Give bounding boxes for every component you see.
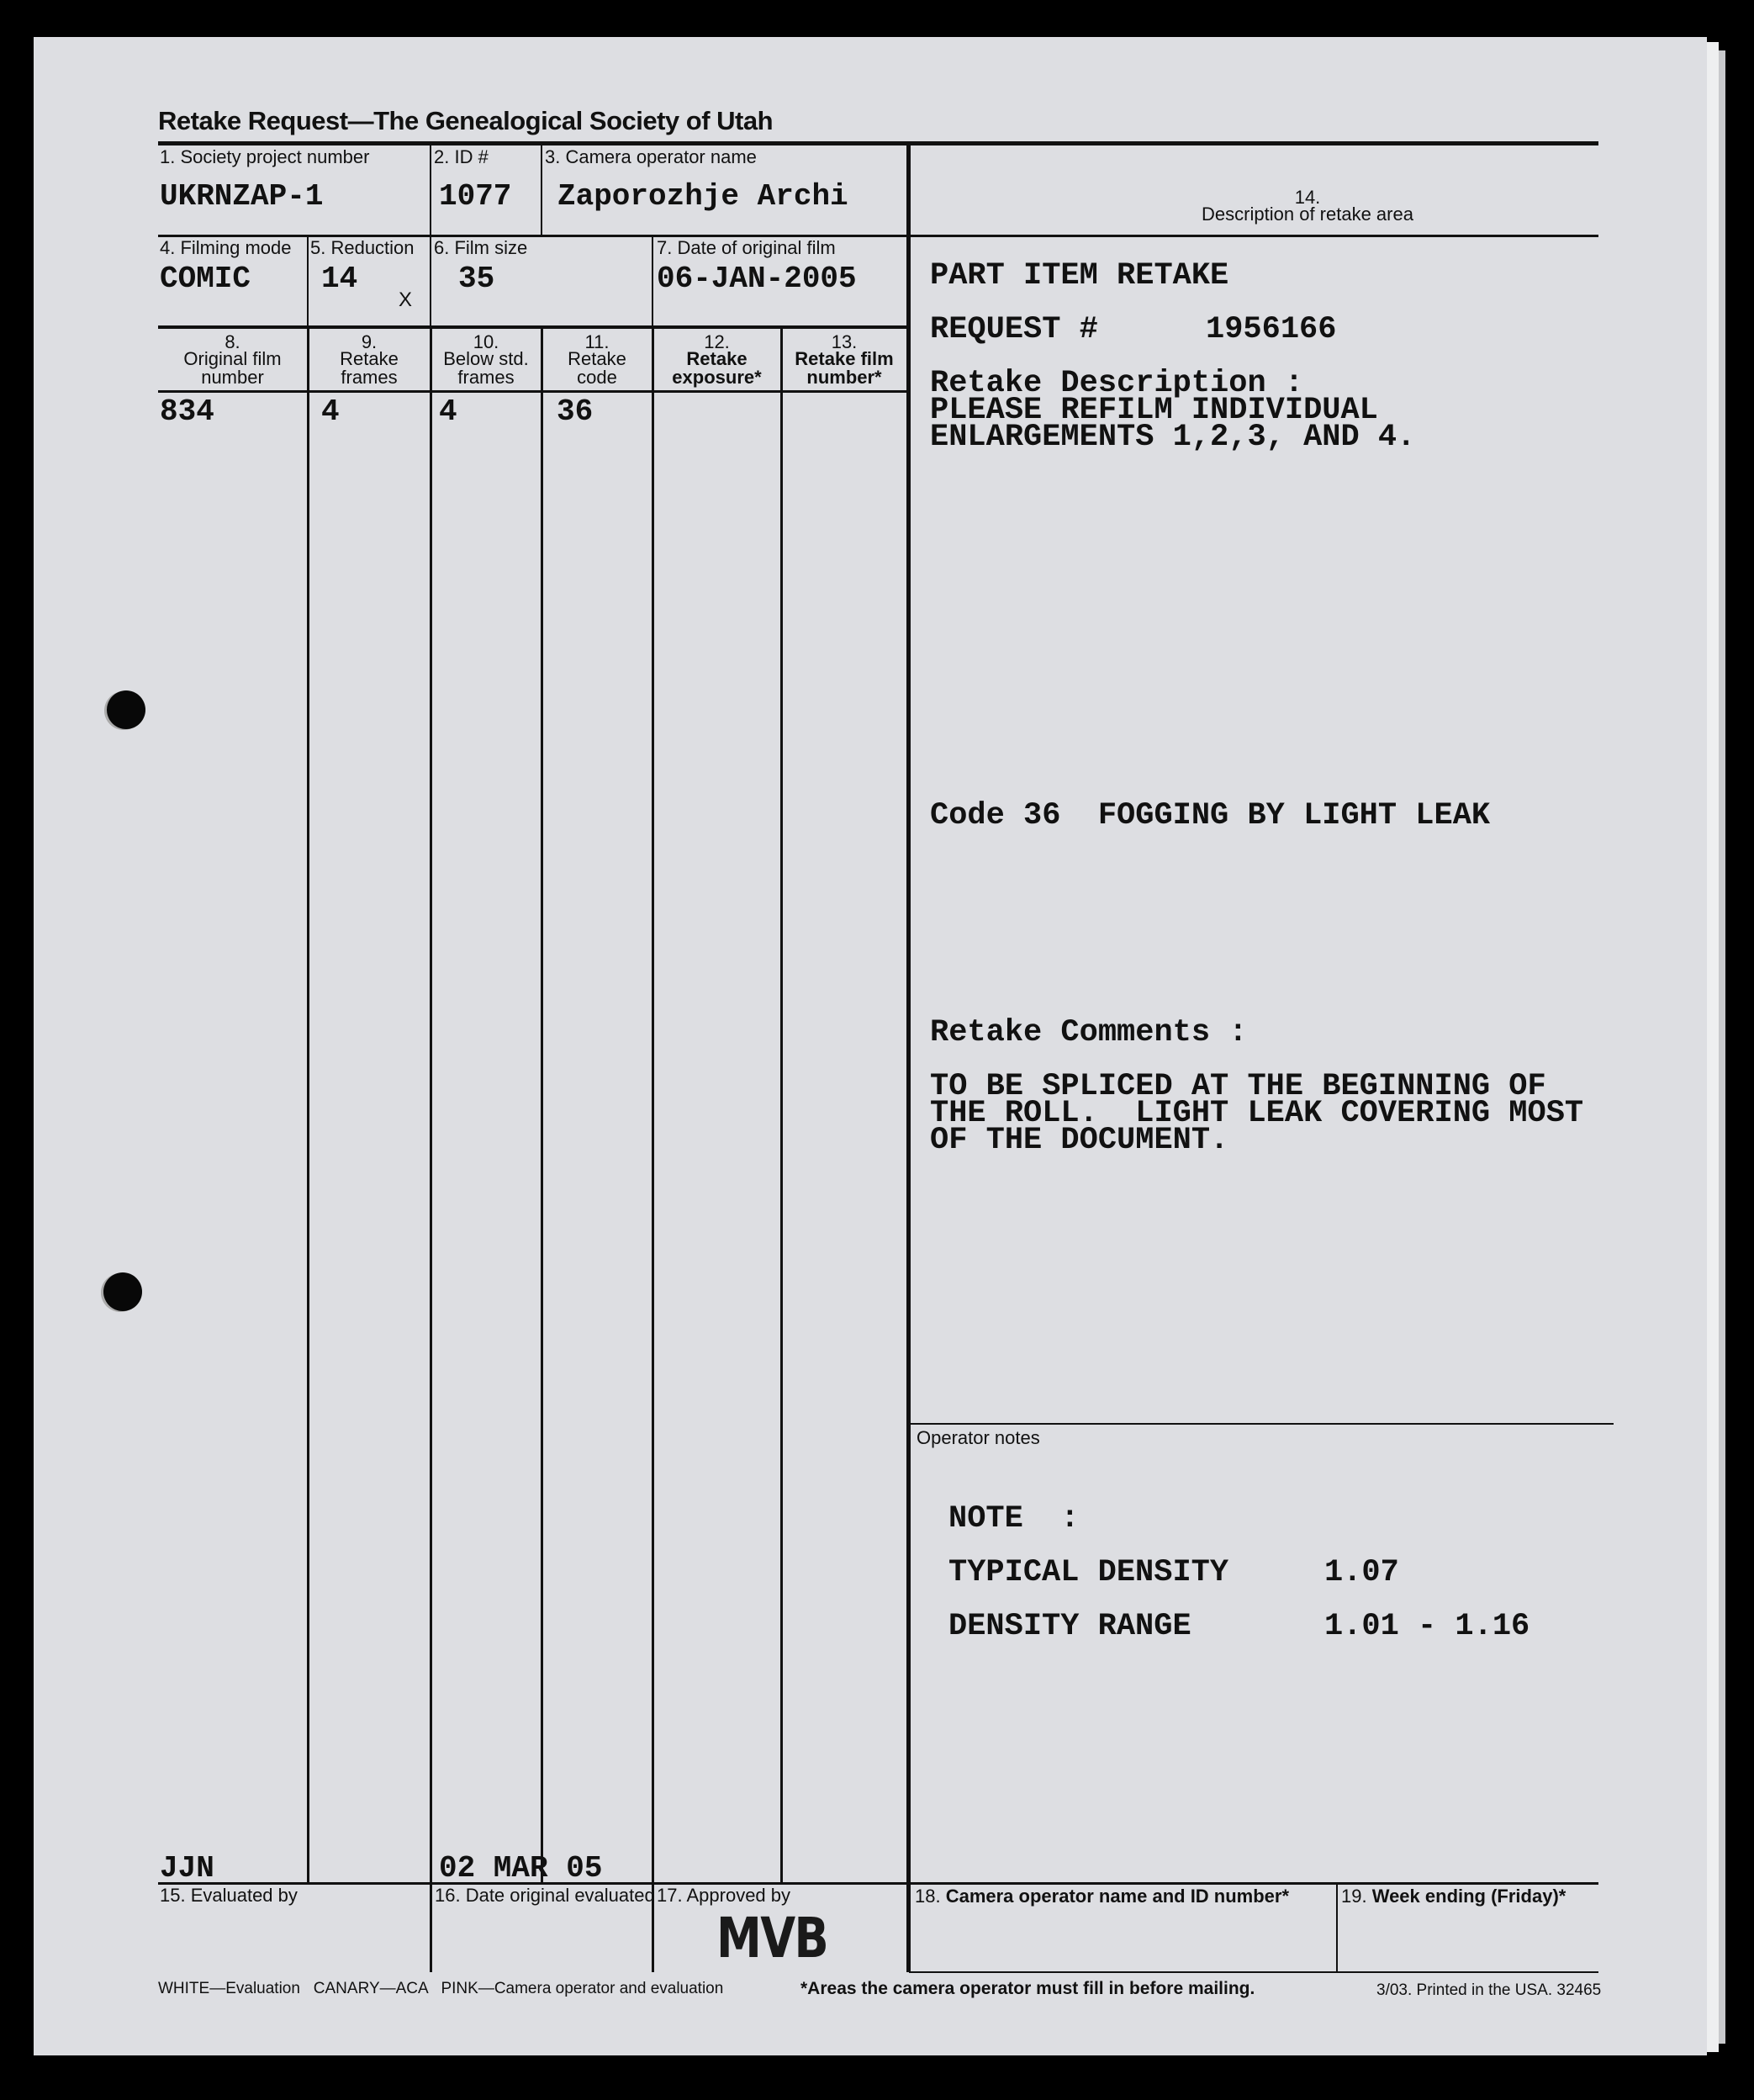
form-title: Retake Request—The Genealogical Society of Utah (158, 106, 774, 135)
reduction-suffix: X (399, 288, 413, 311)
week-ending-text: Week ending (Friday)* (1371, 1886, 1566, 1907)
retake-comments-text: TO BE SPLICED AT THE BEGINNING OF THE ROLL. LIGHT LEAK COVERING MOST OF THE DOCUMENT. (930, 1069, 1584, 1158)
vline-col-2 (430, 327, 432, 1972)
request-number: 1956166 (1206, 312, 1337, 347)
date-original-film-label: 7. Date of original film (657, 237, 836, 258)
description-number: 14. (1294, 187, 1321, 208)
reduction-label: 5. Reduction (310, 237, 415, 258)
row2-rule (158, 325, 909, 329)
footer-copies: WHITE—Evaluation CANARY—ACA PINK—Camera operator and evaluation (158, 1980, 724, 1997)
vline-col-4 (652, 327, 654, 1972)
vline-b-r1 (541, 143, 542, 235)
footer-print-info: 3/03. Printed in the USA. 32465 (1376, 1981, 1602, 1999)
retake-comments-label: Retake Comments : (930, 1015, 1248, 1050)
camera-operator-id-label (915, 1887, 1289, 1906)
code-line: Code 36 FOGGING BY LIGHT LEAK (930, 798, 1491, 833)
camera-operator-id-number: 18. (915, 1886, 946, 1907)
film-size-label: 6. Film size (434, 237, 528, 258)
retake-code-value: 36 (557, 394, 594, 429)
main-divider (906, 143, 911, 1972)
header-rule (158, 390, 909, 393)
bottom-rule (158, 1882, 1598, 1885)
col11-number: 11. (584, 331, 610, 352)
col12-number: 12. (704, 331, 730, 352)
col13-label: Retake film number* (795, 348, 894, 388)
description-retake-area-label: Description of retake area (1202, 204, 1413, 225)
original-film-number-value: 834 (160, 394, 214, 429)
week-ending-label (1341, 1887, 1566, 1906)
col8-label: Original film number (183, 348, 282, 388)
society-project-number-label: 1. Society project number (160, 146, 370, 167)
vline-r2-3 (652, 235, 653, 328)
col12-label: Retake exposure* (672, 348, 762, 388)
density-range-label: DENSITY RANGE (948, 1609, 1191, 1644)
top-thick-rule (158, 141, 1598, 145)
vline-col-5 (780, 327, 783, 1883)
camera-operator-id-text: Camera operator name and ID number* (945, 1886, 1290, 1907)
vline-col-3 (541, 327, 543, 1883)
col9-number: 9. (361, 331, 378, 352)
filming-mode-label: 4. Filming mode (160, 237, 292, 258)
typical-density-label: TYPICAL DENSITY (948, 1555, 1229, 1590)
vline-r2-1 (307, 235, 309, 328)
punch-hole-bottom (103, 1272, 142, 1311)
note-label: NOTE : (948, 1501, 1080, 1537)
vline-19 (1336, 1883, 1338, 1973)
camera-operator-name-value: Zaporozhje Archi (557, 179, 848, 214)
retake-description-text: PLEASE REFILM INDIVIDUAL ENLARGEMENTS 1,2,3, AND 4. (930, 393, 1416, 455)
operator-notes-label: Operator notes (917, 1427, 1040, 1448)
col8-number: 8. (225, 331, 240, 352)
col10-number: 10. (473, 331, 499, 352)
evaluated-by-label: 15. Evaluated by (160, 1885, 298, 1906)
vline-r2-2 (430, 235, 431, 328)
part-item-retake: PART ITEM RETAKE (930, 258, 1229, 294)
col13-number: 13. (831, 331, 858, 352)
punch-hole-top (107, 690, 145, 729)
retake-description-label: Retake Description : (930, 366, 1304, 401)
request-label: REQUEST # (930, 312, 1098, 347)
society-project-number-value: UKRNZAP-1 (160, 179, 324, 214)
col9-label: Retake frames (340, 348, 399, 388)
retake-frames-value: 4 (321, 394, 340, 429)
date-evaluated-value: 02 MAR 05 (439, 1851, 603, 1886)
approved-by-label: 17. Approved by (657, 1885, 791, 1906)
page-edge (1707, 42, 1719, 2052)
col10-label: Below std. frames (443, 348, 529, 388)
typical-density-value: 1.07 (1324, 1555, 1399, 1590)
film-size-value: 35 (458, 262, 495, 296)
camera-operator-name-label: 3. Camera operator name (545, 146, 757, 167)
date-evaluated-label: 16. Date original evaluated (435, 1885, 655, 1906)
id-number-value: 1077 (439, 179, 512, 214)
footer-note: *Areas the camera operator must fill in before mailing. (800, 1979, 1255, 1998)
approved-by-signature: MVB (716, 1906, 828, 1970)
date-original-film-value: 06-JAN-2005 (657, 262, 857, 296)
id-number-label: 2. ID # (434, 146, 489, 167)
filming-mode-value: COMIC (160, 262, 251, 296)
right-bottom-rule (909, 1971, 1598, 1973)
below-std-frames-value: 4 (439, 394, 457, 429)
evaluated-by-value: JJN (160, 1851, 214, 1886)
reduction-value: 14 (321, 262, 358, 296)
operator-notes-rule (909, 1423, 1614, 1425)
density-range-value: 1.01 - 1.16 (1324, 1609, 1530, 1644)
col11-label: Retake code (568, 348, 626, 388)
page-edge-shadow (1719, 50, 1725, 2044)
week-ending-number: 19. (1341, 1886, 1372, 1907)
vline-a-r1 (430, 143, 431, 235)
vline-col-1 (307, 327, 309, 1883)
